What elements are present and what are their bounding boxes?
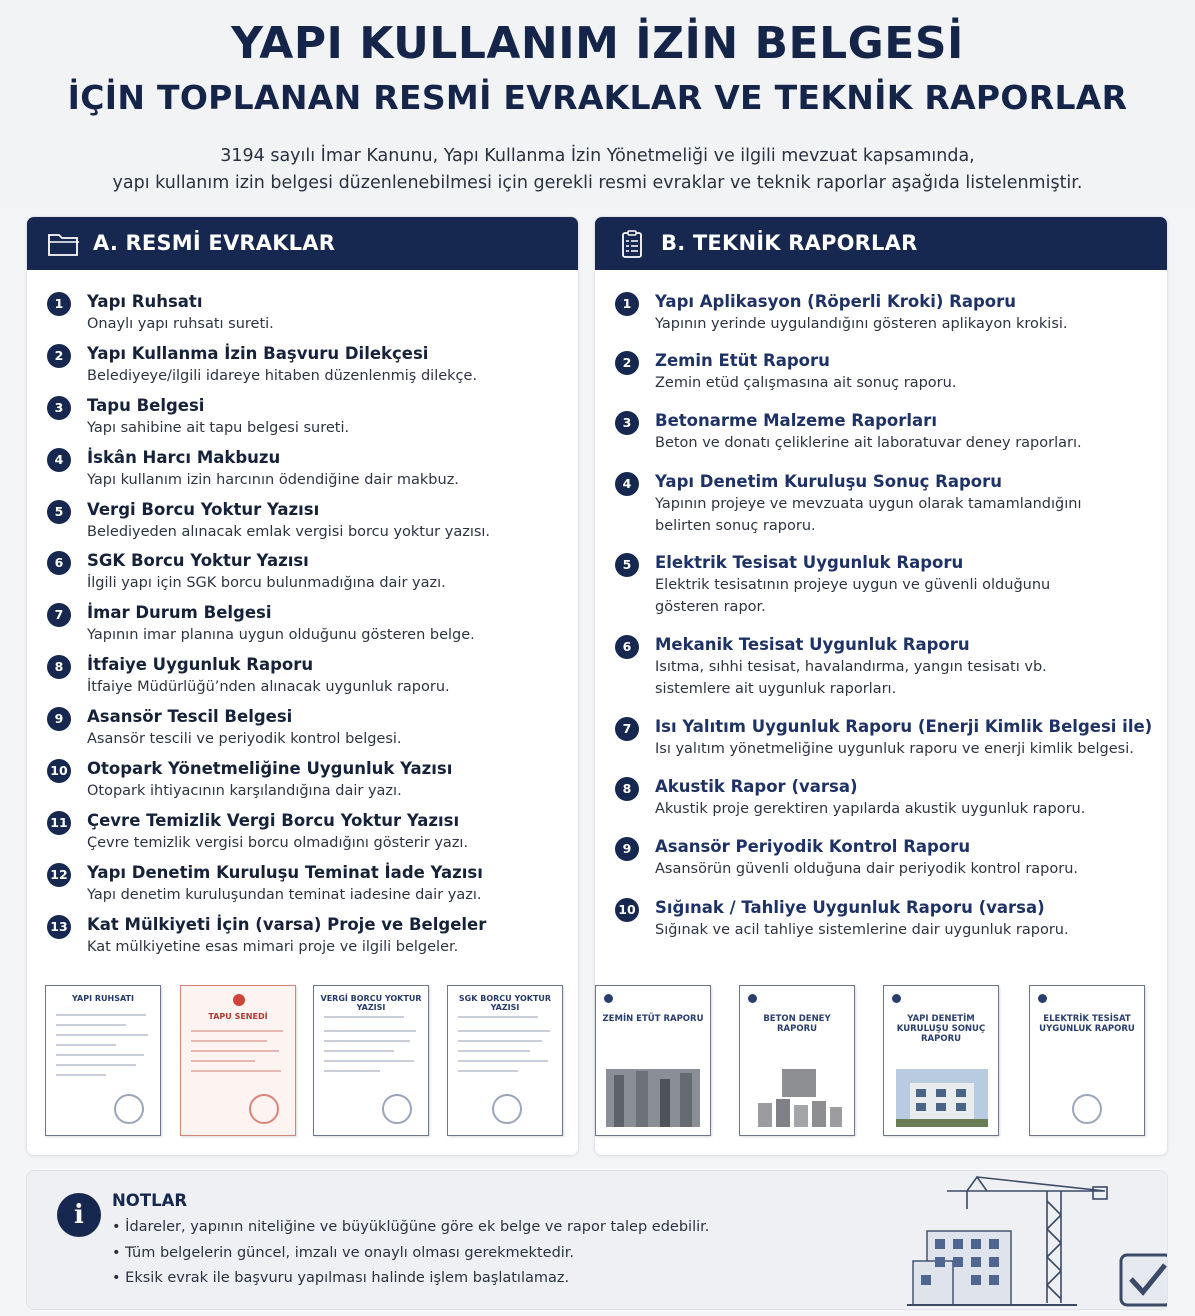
notes-title: NOTLAR xyxy=(112,1191,188,1210)
item-description: Yapının imar planına uygun olduğunu gösteren belge. xyxy=(87,627,475,644)
page-title: YAPI KULLANIM İZİN BELGESİ xyxy=(231,18,964,69)
page-subtitle: İÇİN TOPLANAN RESMİ EVRAKLAR VE TEKNİK RAPORLAR xyxy=(67,78,1128,117)
item-title: Sığınak / Tahliye Uygunluk Raporu (varsa) xyxy=(655,898,1045,917)
list-item xyxy=(47,654,562,706)
item-number-badge: 3 xyxy=(47,396,71,420)
intro-text xyxy=(0,143,1195,197)
list-item xyxy=(47,810,562,862)
item-title: İskân Harcı Makbuzu xyxy=(87,447,281,467)
item-description: Zemin etüd çalışmasına ait sonuç raporu. xyxy=(655,375,957,391)
item-description: Otopark ihtiyacının karşılandığına dair yazı. xyxy=(87,783,402,800)
header xyxy=(0,0,1195,208)
item-description: Belediyeye/ilgili idareye hitaben düzenlenmiş dilekçe. xyxy=(87,367,478,384)
stamp-seal-icon xyxy=(492,1094,522,1124)
red-seal-icon xyxy=(233,994,245,1006)
item-number-badge: 5 xyxy=(47,500,71,524)
thumb-tapu-senedi: TAPU SENEDİ xyxy=(180,985,296,1136)
thumb-vergi-borcu: VERGİ BORCU YOKTUR YAZISI xyxy=(313,985,429,1136)
clipboard-icon xyxy=(615,230,649,258)
item-description: Çevre temizlik vergisi borcu olmadığını gösterir yazı. xyxy=(87,834,469,851)
section-a-list xyxy=(47,291,562,966)
item-number-badge: 6 xyxy=(47,551,71,575)
note-item: • İdareler, yapının niteliğine ve büyüklüğüne göre ek belge ve rapor talep edebilir. xyxy=(112,1215,709,1241)
item-title: Isı Yalıtım Uygunluk Raporu (Enerji Kimlik Belgesi ile) xyxy=(655,717,1153,736)
list-item xyxy=(47,758,562,810)
item-title: Vergi Borcu Yoktur Yazısı xyxy=(87,499,320,519)
section-b-header xyxy=(595,217,1167,270)
thumb-sgk-borcu: SGK BORCU YOKTUR YAZISI xyxy=(447,985,563,1136)
section-a-thumbnails xyxy=(43,985,562,1137)
stamp-seal-icon xyxy=(114,1094,144,1124)
soil-sample-image xyxy=(606,1069,700,1127)
list-item xyxy=(47,291,562,343)
item-number-badge: 10 xyxy=(47,759,71,783)
thumb-beton-deney: BETON DENEY RAPORU xyxy=(739,985,855,1136)
intro-line-1: 3194 sayılı İmar Kanunu, Yapı Kullanma İzin Yönetmeliği ve ilgili mevzuat kapsamında, xyxy=(220,146,975,166)
item-title: Betonarme Malzeme Raporları xyxy=(655,411,937,430)
list-item xyxy=(47,499,562,551)
item-number-badge: 7 xyxy=(615,717,639,741)
item-description: Isı yalıtım yönetmeliğine uygunluk raporu ve enerji kimlik belgesi. xyxy=(655,741,1134,757)
list-item xyxy=(615,897,1151,941)
item-title: Yapı Ruhsatı xyxy=(87,292,203,311)
item-description: İlgili yapı için SGK borcu bulunmadığına dair yazı. xyxy=(87,575,446,592)
item-number-badge: 11 xyxy=(47,811,71,835)
checkbox-icon xyxy=(1121,1255,1167,1305)
item-description: Asansörün güvenli olduğuna dair periyodik kontrol raporu. xyxy=(655,861,1079,877)
stamp-seal-icon xyxy=(382,1094,412,1124)
item-number-badge: 9 xyxy=(615,837,639,861)
item-number-badge: 4 xyxy=(615,472,639,496)
item-number-badge: 8 xyxy=(47,655,71,679)
folder-icon xyxy=(47,230,81,258)
item-description: Beton ve donatı çeliklerine ait laboratuvar deney raporları. xyxy=(655,435,1082,451)
stamp-seal-icon xyxy=(249,1094,279,1124)
section-resmi-evraklar xyxy=(26,216,579,1156)
list-item xyxy=(47,550,562,602)
item-number-badge: 3 xyxy=(615,411,639,435)
logo-icon xyxy=(1038,994,1047,1003)
list-item xyxy=(615,350,1151,394)
logo-icon xyxy=(748,994,757,1003)
item-number-badge: 6 xyxy=(615,635,639,659)
item-number-badge: 8 xyxy=(615,777,639,801)
item-title: Asansör Periyodik Kontrol Raporu xyxy=(655,837,971,856)
logo-icon xyxy=(604,994,613,1003)
item-title: Yapı Denetim Kuruluşu Sonuç Raporu xyxy=(655,472,1003,491)
note-item: • Tüm belgelerin güncel, imzalı ve onaylı olması gerekmektedir. xyxy=(112,1241,709,1267)
list-item xyxy=(47,447,562,499)
item-description: Belediyeden alınacak emlak vergisi borcu yoktur yazısı. xyxy=(87,523,491,540)
item-description: Yapı sahibine ait tapu belgesi sureti. xyxy=(87,419,350,436)
thumb-zemin-etut: ZEMİN ETÜT RAPORU xyxy=(595,985,711,1136)
item-description: Yapının projeye ve mevzuata uygun olarak tamamlandığını belirten sonuç raporu. xyxy=(655,496,1082,534)
construction-crane-icon xyxy=(877,1171,1167,1309)
list-item xyxy=(615,291,1151,335)
item-description: İtfaiye Müdürlüğü’nden alınacak uygunluk raporu. xyxy=(87,679,450,696)
list-item xyxy=(47,914,562,966)
item-number-badge: 5 xyxy=(615,553,639,577)
item-number-badge: 10 xyxy=(615,898,639,922)
list-item xyxy=(615,716,1151,760)
building-photo-image xyxy=(896,1069,988,1127)
item-description: Akustik proje gerektiren yapılarda akustik uygunluk raporu. xyxy=(655,801,1086,817)
item-title: İtfaiye Uygunluk Raporu xyxy=(87,655,314,675)
item-number-badge: 1 xyxy=(615,292,639,316)
intro-line-2: yapı kullanım izin belgesi düzenlenebilmesi için gerekli resmi evraklar ve teknik raporlar aşağıda listelenmiştir. xyxy=(112,173,1083,193)
info-icon: i xyxy=(57,1193,101,1237)
item-title: Kat Mülkiyeti İçin (varsa) Proje ve Belgeler xyxy=(87,914,487,934)
list-item xyxy=(615,776,1151,820)
list-item xyxy=(615,471,1151,537)
item-number-badge: 7 xyxy=(47,603,71,627)
item-description: Yapı denetim kuruluşundan teminat iadesine dair yazı. xyxy=(87,886,482,903)
item-title: İmar Durum Belgesi xyxy=(87,603,272,623)
section-b-thumbnails xyxy=(602,985,1151,1137)
list-item xyxy=(47,602,562,654)
section-teknik-raporlar xyxy=(594,216,1168,1156)
section-b-title: B. TEKNİK RAPORLAR xyxy=(661,231,918,255)
item-title: Yapı Kullanma İzin Başvuru Dilekçesi xyxy=(87,343,429,363)
list-item xyxy=(615,410,1151,454)
item-number-badge: 12 xyxy=(47,863,71,887)
item-description: Asansör tescili ve periyodik kontrol belgesi. xyxy=(87,731,402,748)
item-number-badge: 4 xyxy=(47,448,71,472)
notes-list xyxy=(112,1215,709,1292)
item-description: Onaylı yapı ruhsatı sureti. xyxy=(87,316,274,332)
item-number-badge: 13 xyxy=(47,915,71,939)
item-title: Akustik Rapor (varsa) xyxy=(655,777,858,796)
list-item xyxy=(615,836,1151,880)
concrete-sample-image xyxy=(752,1069,844,1127)
item-description: Isıtma, sıhhi tesisat, havalandırma, yangın tesisatı vb. sistemlere ait uygunluk raporları. xyxy=(655,659,1047,697)
note-item: • Eksik evrak ile başvuru yapılması halinde işlem başlatılamaz. xyxy=(112,1266,709,1292)
list-item xyxy=(47,343,562,395)
thumb-elektrik-tesisat: ELEKTRİK TESİSAT UYGUNLUK RAPORU xyxy=(1029,985,1145,1136)
item-description: Sığınak ve acil tahliye sistemlerine dair uygunluk raporu. xyxy=(655,922,1069,938)
item-number-badge: 1 xyxy=(47,292,71,316)
list-item xyxy=(615,552,1151,618)
item-title: SGK Borcu Yoktur Yazısı xyxy=(87,551,309,571)
item-number-badge: 2 xyxy=(47,344,71,368)
notes-box xyxy=(26,1170,1168,1310)
stamp-seal-icon xyxy=(1072,1094,1102,1124)
list-item xyxy=(47,706,562,758)
thumb-yapi-ruhsati: YAPI RUHSATI xyxy=(45,985,161,1136)
logo-icon xyxy=(892,994,901,1003)
item-number-badge: 9 xyxy=(47,707,71,731)
item-title: Mekanik Tesisat Uygunluk Raporu xyxy=(655,635,970,654)
item-title: Asansör Tescil Belgesi xyxy=(87,707,293,727)
list-item xyxy=(47,395,562,447)
item-description: Yapının yerinde uygulandığını gösteren aplikayon krokisi. xyxy=(655,316,1068,332)
item-title: Yapı Denetim Kuruluşu Teminat İade Yazısı xyxy=(87,862,483,882)
item-number-badge: 2 xyxy=(615,351,639,375)
item-title: Elektrik Tesisat Uygunluk Raporu xyxy=(655,553,964,572)
item-title: Otopark Yönetmeliğine Uygunluk Yazısı xyxy=(87,759,453,779)
section-a-title: A. RESMİ EVRAKLAR xyxy=(93,231,336,255)
item-description: Kat mülkiyetine esas mimari proje ve ilgili belgeler. xyxy=(87,938,459,955)
list-item xyxy=(47,862,562,914)
item-title: Tapu Belgesi xyxy=(87,395,205,415)
thumb-yapi-denetim: YAPI DENETİM KURULUŞU SONUÇ RAPORU xyxy=(883,985,999,1136)
item-description: Elektrik tesisatının projeye uygun ve güvenli olduğunu gösteren rapor. xyxy=(655,577,1051,615)
item-description: Yapı kullanım izin harcının ödendiğine dair makbuz. xyxy=(87,471,459,488)
item-title: Çevre Temizlik Vergi Borcu Yoktur Yazısı xyxy=(87,810,460,830)
list-item xyxy=(615,634,1151,700)
section-a-header xyxy=(27,217,578,270)
item-title: Yapı Aplikasyon (Röperli Kroki) Raporu xyxy=(655,292,1017,311)
item-title: Zemin Etüt Raporu xyxy=(655,351,830,370)
